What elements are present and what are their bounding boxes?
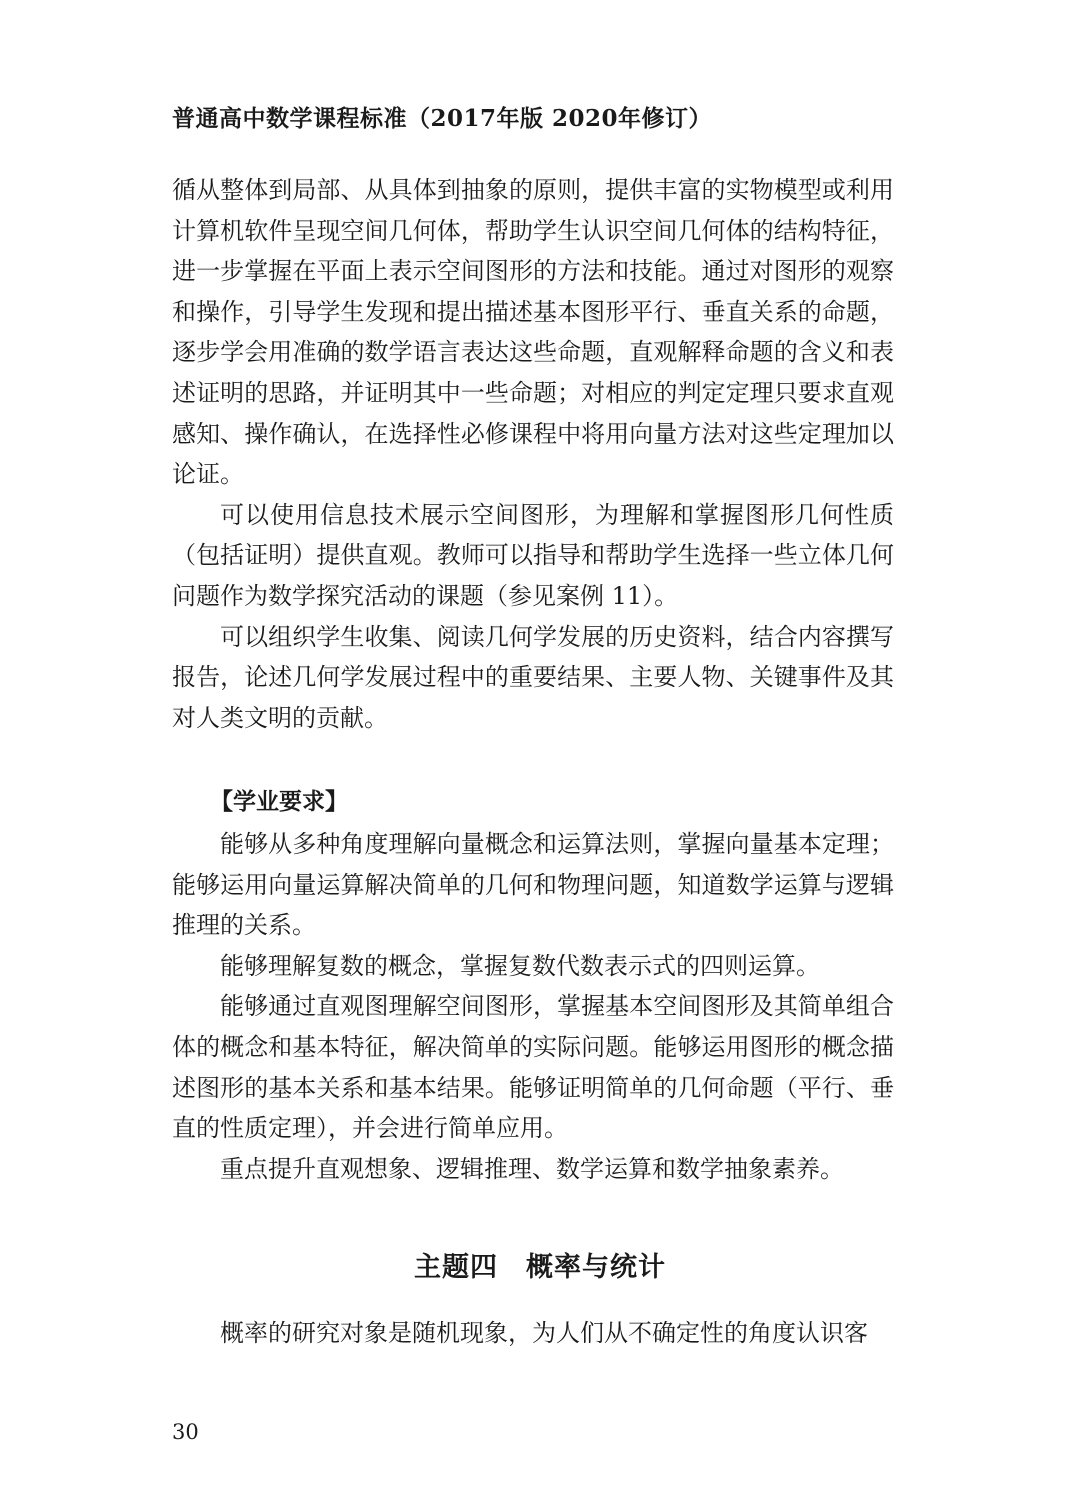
paragraph-info-tech: 可以使用信息技术展示空间图形，为理解和掌握图形几何性质（包括证明）提供直观。教师可以指导和帮助学生选择一些立体几何问题作为数学探究活动的课题（参见案例 11）。 <box>172 500 894 610</box>
text-block-academic-requirements <box>172 824 894 1189</box>
paragraph-probability-intro: 概率的研究对象是随机现象，为人们从不确定性的角度认识客 <box>220 1319 868 1347</box>
topic-title: 主题四 概率与统计 <box>414 1252 666 1283</box>
text-block-geometry-teaching <box>172 170 894 738</box>
paragraph-continued: 循从整体到局部、从具体到抽象的原则，提供丰富的实物模型或利用计算机软件呈现空间几何体，帮助学生认识空间几何体的结构特征，进一步掌握在平面上表示空间图形的方法和技能。通过对图形的观察和操作，引导学生发现和提出描述基本图形平行、垂直关系的命题，逐步学会用准确的数学语言表达这些命题，直观解释命题的含义和表述证明的思路，并证明其中一些命题；对相应的判定定理只要求直观感知、操作确认，在选择性必修课程中将用向量方法对这些定理加以论证。 <box>172 176 894 489</box>
section-label-academic-requirements: 【学业要求】 <box>210 789 348 815</box>
running-header: 普通高中数学课程标准（2017年版 2020年修订） <box>172 105 713 132</box>
page-number: 30 <box>172 1420 199 1444</box>
requirement-literacy: 重点提升直观想象、逻辑推理、数学运算和数学抽象素养。 <box>220 1154 844 1183</box>
text-block-probability <box>172 1313 894 1354</box>
paragraph-history: 可以组织学生收集、阅读几何学发展的历史资料，结合内容撰写报告，论述几何学发展过程中的重要结果、主要人物、关键事件及其对人类文明的贡献。 <box>172 622 894 732</box>
requirement-vectors: 能够从多种角度理解向量概念和运算法则，掌握向量基本定理；能够运用向量运算解决简单的几何和物理问题，知道数学运算与逻辑推理的关系。 <box>172 830 894 940</box>
requirement-complex-numbers: 能够理解复数的概念，掌握复数代数表示式的四则运算。 <box>220 951 820 980</box>
requirement-spatial-figures: 能够通过直观图理解空间图形，掌握基本空间图形及其简单组合体的概念和基本特征，解决简单的实际问题。能够运用图形的概念描述图形的基本关系和基本结果。能够证明简单的几何命题（平行、垂直的性质定理），并会进行简单应用。 <box>172 992 894 1143</box>
